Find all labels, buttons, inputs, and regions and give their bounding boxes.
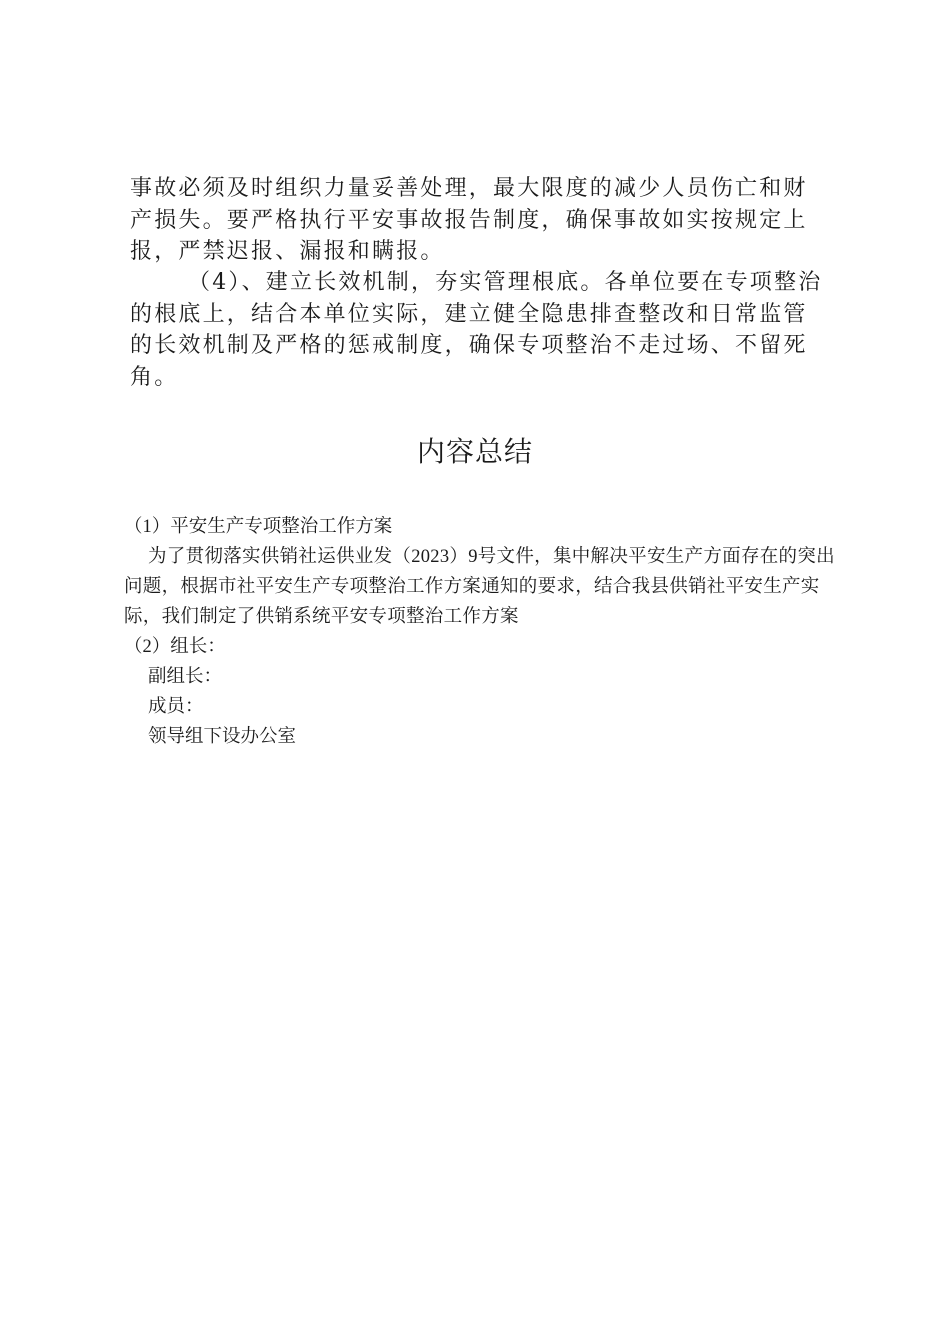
summary-item-2-title: （2）组长：	[124, 637, 226, 657]
summary-item-1-title: （1）平安生产专项整治工作方案	[124, 517, 393, 537]
summary-section	[124, 512, 836, 752]
body-paragraph-accident-handling: 事故必须及时组织力量妥善处理，最大限度的减少人员伤亡和财产损失。要严格执行平安事故报告制度，确保事故如实按规定上报，严禁迟报、漏报和瞒报。	[130, 176, 808, 264]
body-paragraph-long-term-mechanism: （4）、建立长效机制，夯实管理根底。各单位要在专项整治的根底上，结合本单位实际，建立健全隐患排查整改和日常监管的长效机制及严格的惩戒制度，确保专项整治不走过场、不留死角。	[130, 270, 823, 390]
summary-members: 成员：	[148, 697, 204, 717]
summary-office: 领导组下设办公室	[148, 727, 297, 747]
summary-item-1-text: 为了贯彻落实供销社运供业发（2023）9号文件，集中解决平安生产方面存在的突出问题，根据市社平安生产专项整治工作方案通知的要求，结合我县供销社平安生产实际，我们制定了供销系统平安专项整治工作方案	[124, 547, 835, 627]
summary-deputy-leader: 副组长：	[148, 667, 223, 687]
summary-heading: 内容总结	[416, 435, 533, 468]
